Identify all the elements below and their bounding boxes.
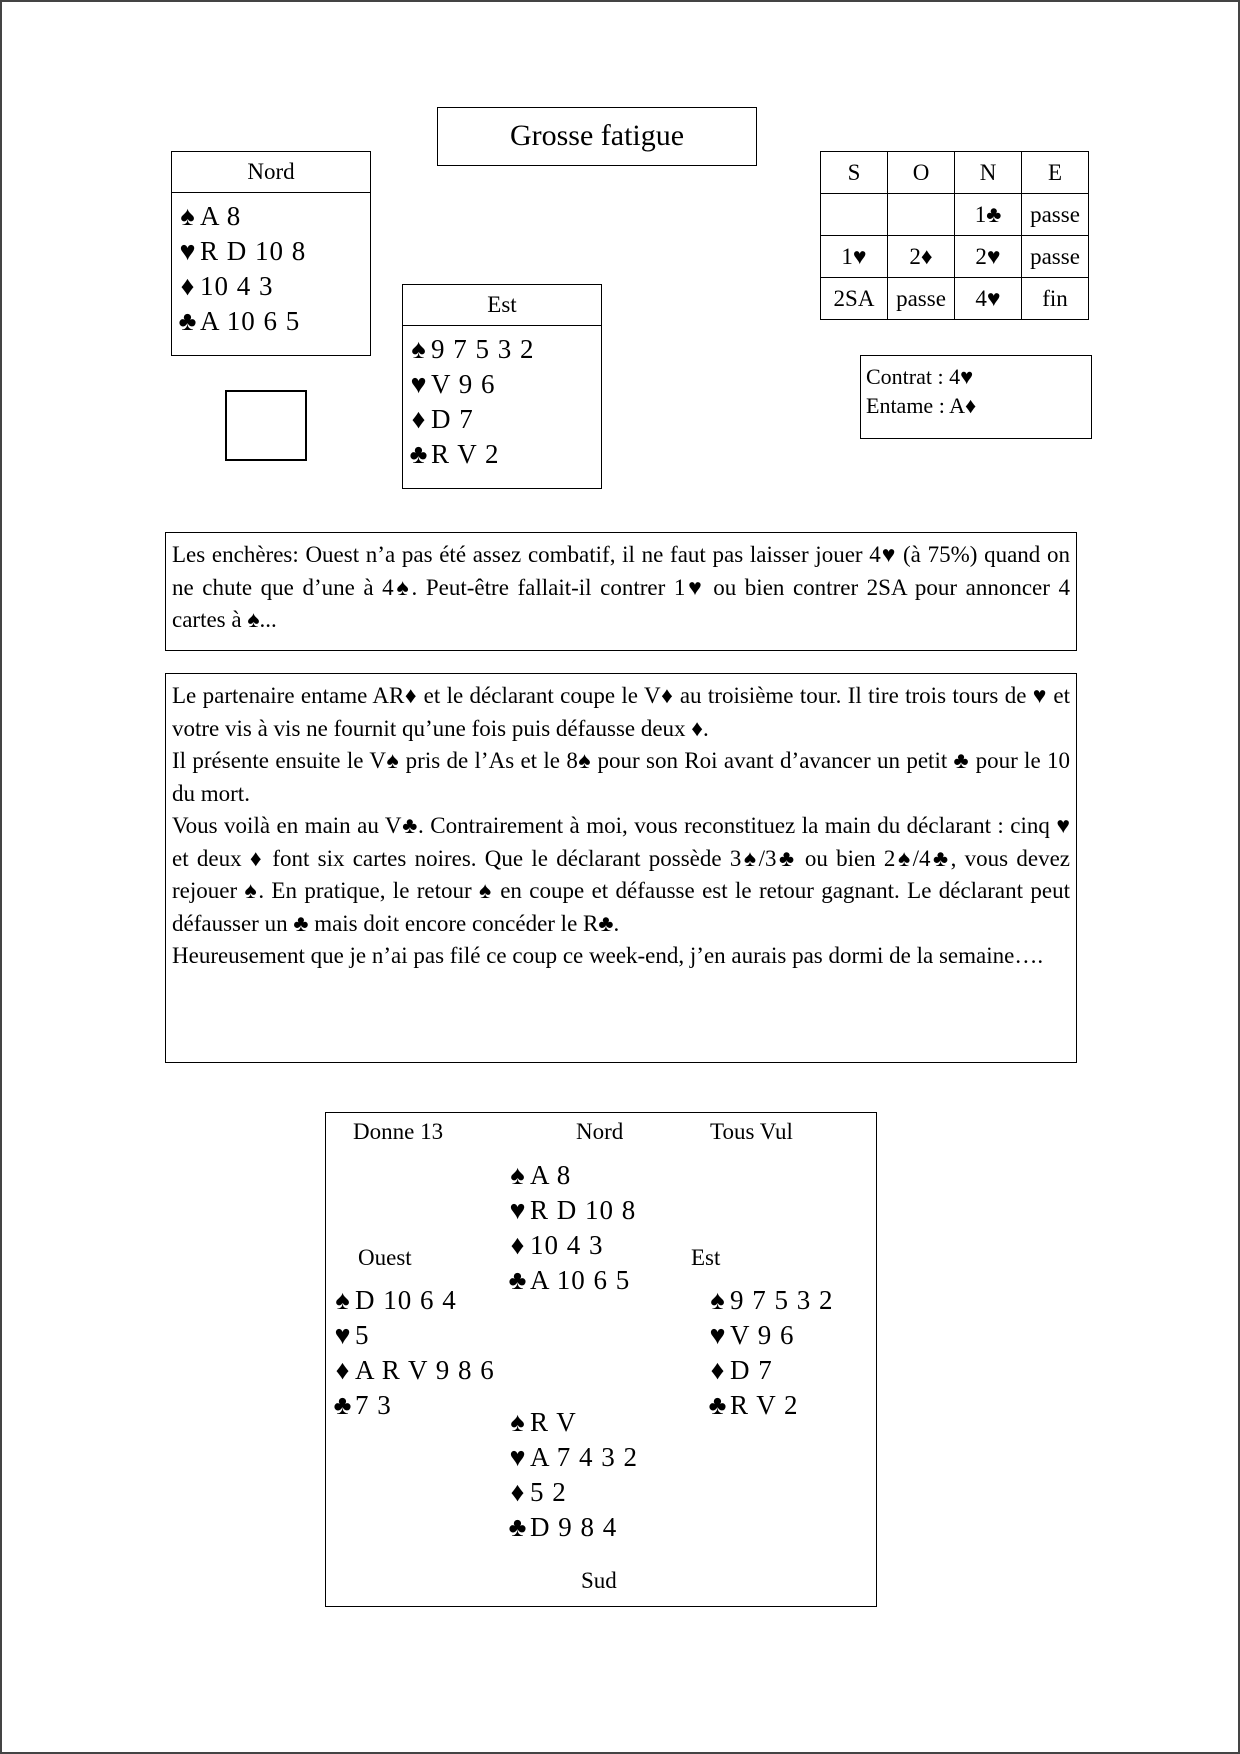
deal-north-clubs — [506, 1263, 636, 1298]
deal-north-hearts-cards: R D 10 8 — [530, 1195, 637, 1225]
bid-cell: 2SA — [821, 278, 888, 320]
deal-north-clubs-cards: A 10 6 5 — [530, 1265, 631, 1295]
bidding-header-south: S — [821, 152, 888, 194]
board-number: Donne 13 — [353, 1119, 444, 1144]
diamond-icon: ♦ — [335, 1355, 351, 1385]
club-icon: ♣ — [508, 1512, 528, 1542]
east-hearts — [407, 367, 601, 402]
deal-east-hearts — [706, 1318, 834, 1353]
diamond-icon: ♦ — [510, 1230, 526, 1260]
diamond-icon: ♦ — [180, 271, 196, 301]
deal-east-clubs-cards: R V 2 — [730, 1390, 799, 1420]
north-hand-box — [171, 151, 371, 356]
deal-west-clubs — [331, 1388, 495, 1423]
spade-icon: ♠ — [710, 1285, 726, 1315]
heart-icon: ♥ — [509, 1195, 527, 1225]
deal-south-hearts — [506, 1440, 638, 1475]
bid-cell: 1♣ — [955, 194, 1022, 236]
spade-icon: ♠ — [335, 1285, 351, 1315]
play-comment-paragraph: Le partenaire entame AR♦ et le déclarant coupe le V♦ au troisième tour. Il tire trois tours de ♥ et votre vis à vis ne fournit qu’une fois puis défausse deux ♦. — [172, 683, 1070, 741]
heart-icon: ♥ — [509, 1442, 527, 1472]
deal-north-hand — [506, 1158, 636, 1298]
bidding-header-north: N — [955, 152, 1022, 194]
contract-box — [860, 355, 1092, 439]
diamond-icon: ♦ — [710, 1355, 726, 1385]
spade-icon: ♠ — [510, 1407, 526, 1437]
club-icon: ♣ — [333, 1390, 353, 1420]
north-diamonds — [176, 269, 370, 304]
page-title: Grosse fatigue — [437, 107, 757, 166]
bid-cell: fin — [1022, 278, 1089, 320]
bid-cell: 4♥ — [955, 278, 1022, 320]
bidding-row — [821, 236, 1089, 278]
deal-north-diamonds-cards: 10 4 3 — [530, 1230, 604, 1260]
deal-north-spades-cards: A 8 — [530, 1160, 572, 1190]
deal-west-hand — [331, 1283, 495, 1423]
north-hearts-cards: R D 10 8 — [200, 236, 307, 266]
deal-north-diamonds — [506, 1228, 636, 1263]
heart-icon: ♥ — [709, 1320, 727, 1350]
deal-west-clubs-cards: 7 3 — [355, 1390, 392, 1420]
bidding-header-east: E — [1022, 152, 1089, 194]
bidding-row — [821, 278, 1089, 320]
empty-square — [225, 390, 307, 461]
bidding-row — [821, 194, 1089, 236]
bid-cell: 1♥ — [821, 236, 888, 278]
east-hand-box — [402, 284, 602, 489]
deal-west-hearts — [331, 1318, 495, 1353]
deal-east-diamonds-cards: D 7 — [730, 1355, 773, 1385]
deal-north-spades — [506, 1158, 636, 1193]
north-diamonds-cards: 10 4 3 — [200, 271, 274, 301]
north-clubs — [176, 304, 370, 339]
play-comment-paragraph: Vous voilà en main au V♣. Contrairement à moi, vous reconstituez la main du déclarant : cinq ♥ et deux ♦ font six cartes noires. Que le déclarant possède 3♠/3♣ ou bien 2♠/4♣, vous devez rejouer ♠. En pratique, le retour ♠ en coupe et défausse est le retour gagnant. Le déclarant peut défausser un ♣ mais doit encore concéder le R♣. — [172, 813, 1070, 936]
deal-south-hearts-cards: A 7 4 3 2 — [530, 1442, 639, 1472]
north-spades — [176, 199, 370, 234]
deal-west-diamonds-cards: A R V 9 8 6 — [355, 1355, 495, 1385]
bid-cell: 2♥ — [955, 236, 1022, 278]
east-hand-label: Est — [403, 285, 601, 326]
bid-cell: 2♦ — [888, 236, 955, 278]
deal-west-hearts-cards: 5 — [355, 1320, 370, 1350]
deal-north-hearts — [506, 1193, 636, 1228]
bidding-header-row — [821, 152, 1089, 194]
club-icon: ♣ — [708, 1390, 728, 1420]
deal-south-label: Sud — [581, 1568, 617, 1593]
deal-south-spades-cards: R V — [530, 1407, 577, 1437]
bidding-comment-panel — [165, 532, 1077, 651]
deal-north-label: Nord — [576, 1119, 624, 1144]
east-spades-cards: 9 7 5 3 2 — [431, 334, 535, 364]
heart-icon: ♥ — [334, 1320, 352, 1350]
deal-south-diamonds-cards: 5 2 — [530, 1477, 567, 1507]
deal-east-hand — [706, 1283, 834, 1423]
deal-west-spades — [331, 1283, 495, 1318]
north-clubs-cards: A 10 6 5 — [200, 306, 301, 336]
club-icon: ♣ — [508, 1265, 528, 1295]
north-hand-label: Nord — [172, 152, 370, 193]
east-hearts-cards: V 9 6 — [431, 369, 496, 399]
play-comment-paragraph: Heureusement que je n’ai pas filé ce coup ce week-end, j’en aurais pas dormi de la semaine…. — [172, 943, 1044, 968]
deal-east-spades-cards: 9 7 5 3 2 — [730, 1285, 834, 1315]
east-spades — [407, 332, 601, 367]
deal-east-label: Est — [691, 1245, 721, 1270]
play-comment-paragraph: Il présente ensuite le V♠ pris de l’As et le 8♠ pour son Roi avant d’avancer un petit ♣ pour le 10 du mort. — [172, 748, 1070, 806]
contract-line: Contrat : 4♥ — [866, 364, 974, 389]
diamond-icon: ♦ — [510, 1477, 526, 1507]
deal-east-clubs — [706, 1388, 834, 1423]
bid-cell — [821, 194, 888, 236]
heart-icon: ♥ — [179, 236, 197, 266]
north-spades-cards: A 8 — [200, 201, 242, 231]
spade-icon: ♠ — [180, 201, 196, 231]
east-clubs — [407, 437, 601, 472]
east-diamonds — [407, 402, 601, 437]
bidding-comment-text: Les enchères: Ouest n’a pas été assez combatif, il ne faut pas laisser jouer 4♥ (à 75%) quand on ne chute que d’une à 4♠. Peut-être fallait-il contrer 1♥ ou bien contrer 2SA pour annoncer 4 cartes à ♠... — [172, 542, 1070, 632]
club-icon: ♣ — [409, 439, 429, 469]
spade-icon: ♠ — [411, 334, 427, 364]
bid-cell: passe — [1022, 236, 1089, 278]
deal-south-diamonds — [506, 1475, 638, 1510]
deal-east-diamonds — [706, 1353, 834, 1388]
spade-icon: ♠ — [510, 1160, 526, 1190]
deal-south-clubs-cards: D 9 8 4 — [530, 1512, 618, 1542]
deal-south-clubs — [506, 1510, 638, 1545]
play-comment-panel — [165, 673, 1077, 1063]
vulnerability: Tous Vul — [710, 1119, 793, 1144]
bid-cell: passe — [888, 278, 955, 320]
deal-south-spades — [506, 1405, 638, 1440]
deal-west-diamonds — [331, 1353, 495, 1388]
north-hearts — [176, 234, 370, 269]
east-clubs-cards: R V 2 — [431, 439, 500, 469]
bid-cell — [888, 194, 955, 236]
east-diamonds-cards: D 7 — [431, 404, 474, 434]
club-icon: ♣ — [178, 306, 198, 336]
bid-cell: passe — [1022, 194, 1089, 236]
deal-east-hearts-cards: V 9 6 — [730, 1320, 795, 1350]
bidding-table — [820, 151, 1089, 320]
lead-line: Entame : A♦ — [866, 393, 977, 418]
deal-west-spades-cards: D 10 6 4 — [355, 1285, 457, 1315]
diamond-icon: ♦ — [411, 404, 427, 434]
deal-east-spades — [706, 1283, 834, 1318]
deal-diagram — [325, 1112, 877, 1607]
heart-icon: ♥ — [410, 369, 428, 399]
deal-west-label: Ouest — [358, 1245, 412, 1270]
bidding-header-west: O — [888, 152, 955, 194]
deal-south-hand — [506, 1405, 638, 1545]
